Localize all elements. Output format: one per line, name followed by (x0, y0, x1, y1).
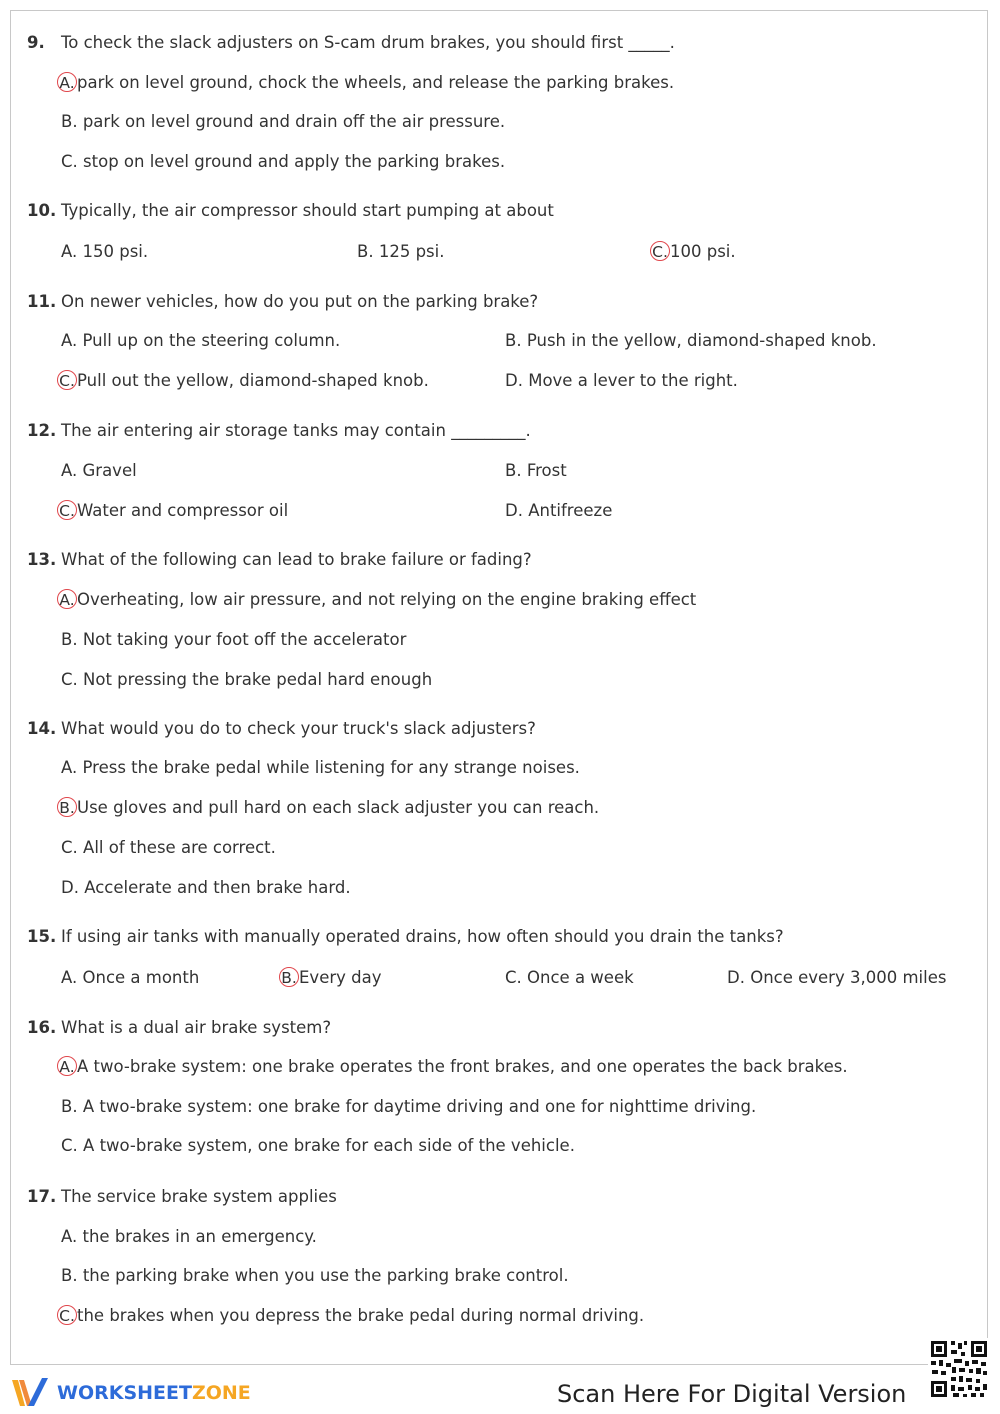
option-letter: B. (61, 112, 78, 131)
option-letter: C. (61, 838, 78, 857)
option-text: the brakes when you depress the brake pedal during normal driving. (77, 1306, 645, 1325)
option-letter: B. (505, 461, 522, 480)
worksheet-page (10, 10, 988, 1365)
brand-part1: WORKSHEET (57, 1382, 192, 1404)
option-text: Press the brake pedal while listening for any strange noises. (82, 758, 580, 777)
option-text: stop on level ground and apply the parking brakes. (83, 152, 506, 171)
option-b[interactable] (61, 629, 406, 651)
option-a[interactable] (61, 330, 340, 352)
option-d[interactable] (727, 967, 946, 989)
option-letter: B. (61, 1097, 78, 1116)
option-text: Water and compressor oil (77, 501, 289, 520)
option-letter: B. (57, 797, 77, 817)
option-text: Antifreeze (528, 501, 613, 520)
option-a[interactable] (61, 241, 148, 263)
option-c[interactable] (61, 151, 505, 173)
option-text: Not pressing the brake pedal hard enough (83, 670, 433, 689)
option-letter: A. (61, 242, 78, 261)
option-b[interactable] (61, 1265, 569, 1287)
option-letter: D. (505, 371, 523, 390)
option-letter: A. (57, 589, 77, 609)
option-text: Once every 3,000 miles (750, 968, 947, 987)
question-stem (27, 718, 536, 740)
option-c[interactable] (61, 370, 429, 392)
option-letter: C. (650, 241, 670, 261)
option-d[interactable] (505, 500, 612, 522)
question-number: 12. (27, 421, 57, 440)
question-stem (27, 200, 554, 222)
option-text: Move a lever to the right. (528, 371, 738, 390)
option-text: Every day (299, 968, 382, 987)
question-number: 9. (27, 33, 45, 52)
question-text: What would you do to check your truck's slack adjusters? (61, 719, 536, 738)
option-c[interactable] (61, 837, 276, 859)
option-text: park on level ground and drain off the air pressure. (82, 112, 506, 131)
option-text: Gravel (82, 461, 137, 480)
option-a[interactable] (61, 757, 580, 779)
option-c[interactable] (505, 967, 634, 989)
option-b[interactable] (61, 1096, 756, 1118)
question-text: On newer vehicles, how do you put on the parking brake? (61, 292, 539, 311)
option-c[interactable] (61, 500, 288, 522)
option-text: Overheating, low air pressure, and not relying on the engine braking effect (77, 590, 697, 609)
option-text: Pull up on the steering column. (82, 331, 341, 350)
option-letter: D. (505, 501, 523, 520)
option-text: 100 psi. (670, 242, 736, 261)
option-letter: A. (57, 72, 77, 92)
option-text: 125 psi. (378, 242, 445, 261)
option-b[interactable] (505, 330, 877, 352)
question-text: The service brake system applies (61, 1187, 337, 1206)
page-footer (0, 1366, 1000, 1414)
option-text: park on level ground, chock the wheels, and release the parking brakes. (77, 73, 675, 92)
option-letter: B. (357, 242, 374, 261)
option-letter: C. (57, 370, 77, 390)
option-c[interactable] (61, 669, 432, 691)
option-letter: A. (61, 968, 78, 987)
question-number: 17. (27, 1187, 57, 1206)
option-a[interactable] (61, 460, 137, 482)
brand-part2: ZONE (191, 1382, 251, 1404)
option-letter: D. (727, 968, 745, 987)
option-text: All of these are correct. (83, 838, 276, 857)
option-letter: C. (57, 1305, 77, 1325)
question-text: What of the following can lead to brake failure or fading? (61, 550, 532, 569)
option-c[interactable] (654, 241, 736, 263)
question-stem (27, 291, 538, 313)
option-text: Pull out the yellow, diamond-shaped knob. (77, 371, 429, 390)
option-a[interactable] (61, 72, 674, 94)
option-b[interactable] (61, 797, 599, 819)
question-number: 16. (27, 1018, 57, 1037)
option-text: Not taking your foot off the accelerator (82, 630, 407, 649)
question-number: 11. (27, 292, 57, 311)
option-text: Accelerate and then brake hard. (84, 878, 351, 897)
option-letter: C. (57, 500, 77, 520)
question-text: What is a dual air brake system? (61, 1018, 332, 1037)
question-stem (27, 549, 532, 571)
option-letter: A. (61, 461, 78, 480)
option-text: Once a week (527, 968, 634, 987)
question-stem (27, 1186, 337, 1208)
option-d[interactable] (505, 370, 738, 392)
option-c[interactable] (61, 1135, 575, 1157)
question-stem (27, 420, 531, 442)
option-text: A two-brake system: one brake for daytime driving and one for nighttime driving. (82, 1097, 757, 1116)
scan-text: Scan Here For Digital Version (557, 1380, 907, 1408)
qr-code-icon[interactable] (928, 1338, 990, 1400)
option-letter: D. (61, 878, 79, 897)
worksheetzone-logo-icon (10, 1376, 50, 1410)
option-letter: A. (57, 1056, 77, 1076)
question-stem (27, 32, 675, 54)
option-b[interactable] (283, 967, 381, 989)
option-text: Frost (526, 461, 567, 480)
option-letter: C. (61, 152, 78, 171)
option-text: A two-brake system, one brake for each side of the vehicle. (83, 1136, 575, 1155)
option-text: 150 psi. (82, 242, 149, 261)
option-letter: A. (61, 331, 78, 350)
option-letter: A. (61, 758, 78, 777)
option-a[interactable] (61, 1056, 848, 1078)
question-number: 14. (27, 719, 57, 738)
option-letter: B. (279, 967, 299, 987)
question-stem (27, 1017, 331, 1039)
option-text: Once a month (82, 968, 200, 987)
question-text: The air entering air storage tanks may contain _________. (61, 421, 531, 440)
question-text: Typically, the air compressor should start pumping at about (61, 201, 554, 220)
option-b[interactable] (505, 460, 567, 482)
option-letter: C. (61, 1136, 78, 1155)
brand-name (57, 1382, 251, 1404)
option-a[interactable] (61, 589, 696, 611)
option-text: the parking brake when you use the parking brake control. (82, 1266, 569, 1285)
option-a[interactable] (61, 1226, 317, 1248)
option-letter: C. (505, 968, 522, 987)
option-text: Use gloves and pull hard on each slack adjuster you can reach. (77, 798, 600, 817)
option-text: the brakes in an emergency. (82, 1227, 317, 1246)
question-stem (27, 926, 784, 948)
question-number: 10. (27, 201, 57, 220)
question-number: 13. (27, 550, 57, 569)
option-letter: B. (61, 630, 78, 649)
option-b[interactable] (357, 241, 444, 263)
option-letter: C. (61, 670, 78, 689)
option-a[interactable] (61, 967, 199, 989)
option-text: A two-brake system: one brake operates the front brakes, and one operates the back brakes. (77, 1057, 848, 1076)
question-text: To check the slack adjusters on S-cam drum brakes, you should first _____. (61, 33, 675, 52)
option-letter: A. (61, 1227, 78, 1246)
option-b[interactable] (61, 111, 505, 133)
option-text: Push in the yellow, diamond-shaped knob. (526, 331, 877, 350)
question-text: If using air tanks with manually operated drains, how often should you drain the tanks? (61, 927, 784, 946)
option-d[interactable] (61, 877, 351, 899)
option-letter: B. (505, 331, 522, 350)
question-number: 15. (27, 927, 57, 946)
option-letter: B. (61, 1266, 78, 1285)
option-c[interactable] (61, 1305, 644, 1327)
